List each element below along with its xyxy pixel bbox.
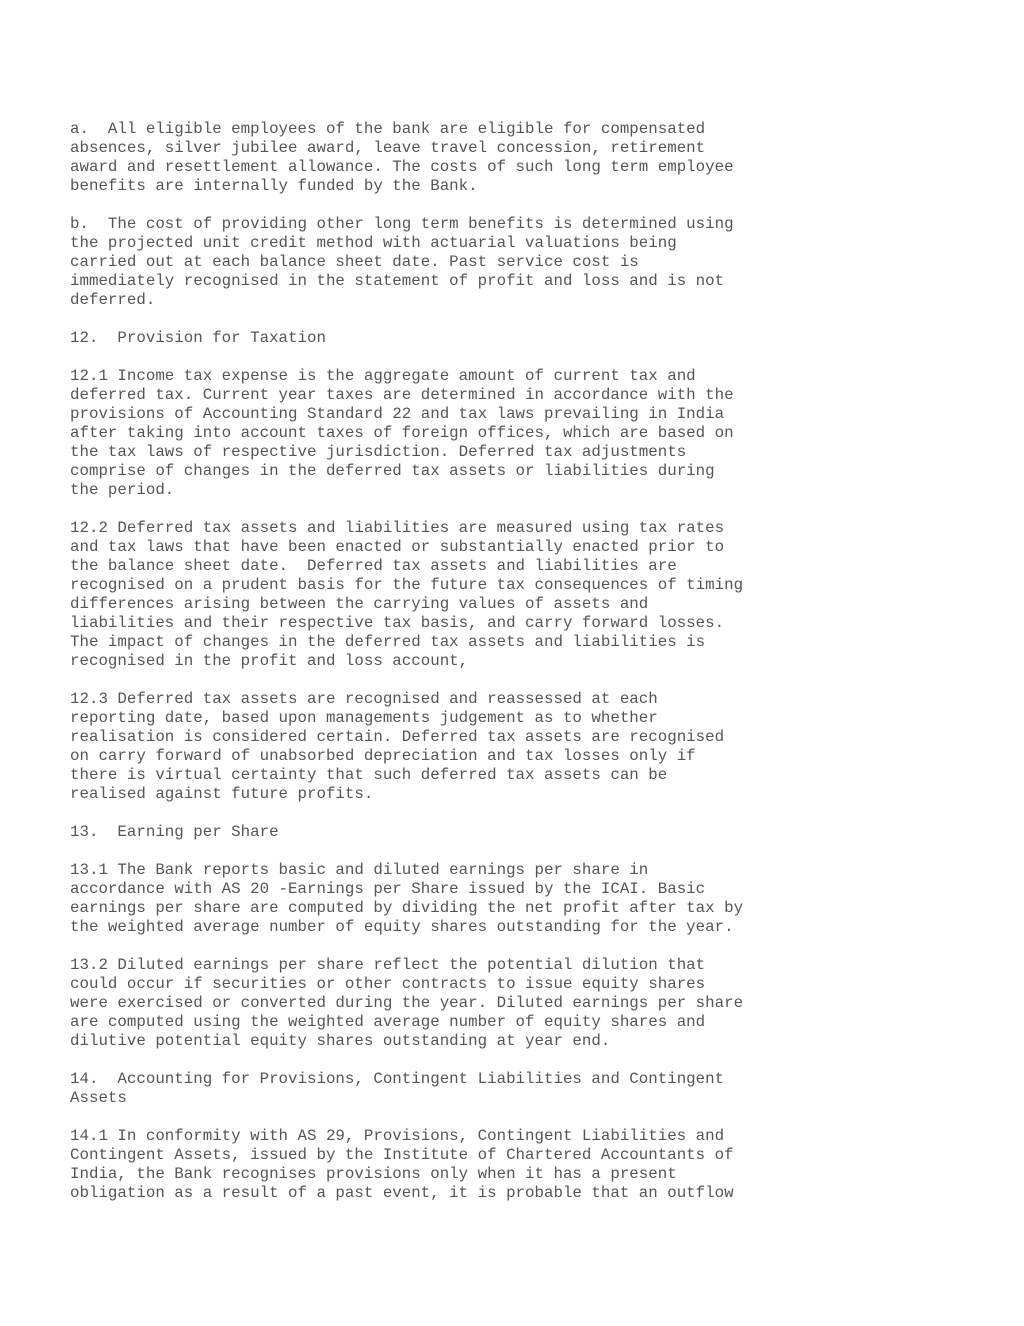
- paragraph-12-2: 12.2 Deferred tax assets and liabilities are measured using tax rates and tax laws that have been enacted or substantially enacted prior to the balance sheet date. Deferred tax assets and liabilities are recognised on a prudent basis for the future tax consequences of timing differences arising between the carrying values of assets and liabilities and their respective tax basis, and carry forward losses. The impact of changes in the deferred tax assets and liabilities is recognised in the profit and loss account,: [70, 519, 744, 670]
- paragraph-b-long-term-benefits: b. The cost of providing other long term benefits is determined using the projected unit credit method with actuarial valuations being carried out at each balance sheet date. Past service cost is immediately recognised in the statement of profit and loss and is not deferred.: [70, 215, 734, 309]
- paragraph-a-compensated-absences: a. All eligible employees of the bank are eligible for compensated absences, silver jubilee award, leave travel concession, retirement award and resettlement allowance. The costs of such long term employee benefits are internally funded by the Bank.: [70, 120, 734, 195]
- paragraph-13-2: 13.2 Diluted earnings per share reflect the potential dilution that could occur if securities or other contracts to issue equity shares were exercised or converted during the year. Diluted earnings per share are computed using the weighted average number of equity shares and dilutive potential equity shares outstanding at year end.: [70, 956, 744, 1050]
- paragraph-12-1: 12.1 Income tax expense is the aggregate amount of current tax and deferred tax. Current year taxes are determined in accordance with the provisions of Accounting Standard 22 and tax laws prevailing in India after taking into account taxes of foreign offices, which are based on the tax laws of respective jurisdiction. Deferred tax adjustments comprise of changes in the deferred tax assets or liabilities during the period.: [70, 367, 734, 499]
- paragraph-12-3: 12.3 Deferred tax assets are recognised and reassessed at each reporting date, based upon managements judgement as to whether realisation is considered certain. Deferred tax assets are recognised on carry forward of unabsorbed depreciation and tax losses only if there is virtual certainty that such deferred tax assets can be realised against future profits.: [70, 690, 725, 803]
- document-page: [70, 120, 970, 1222]
- section-heading-earning-per-share: 13. Earning per Share: [70, 823, 279, 841]
- paragraph-14-1: 14.1 In conformity with AS 29, Provisions, Contingent Liabilities and Contingent Assets, issued by the Institute of Chartered Accountants of India, the Bank recognises provisions only when it has a present obligation as a result of a past event, it is probable that an outflow: [70, 1127, 734, 1202]
- paragraph-13-1: 13.1 The Bank reports basic and diluted earnings per share in accordance with AS 20 -Earnings per Share issued by the ICAI. Basic earnings per share are computed by dividing the net profit after tax by the weighted average number of equity shares outstanding for the year.: [70, 861, 744, 936]
- section-heading-provision-for-taxation: 12. Provision for Taxation: [70, 329, 326, 347]
- section-heading-accounting-for-provisions: 14. Accounting for Provisions, Contingent Liabilities and Contingent Assets: [70, 1070, 725, 1107]
